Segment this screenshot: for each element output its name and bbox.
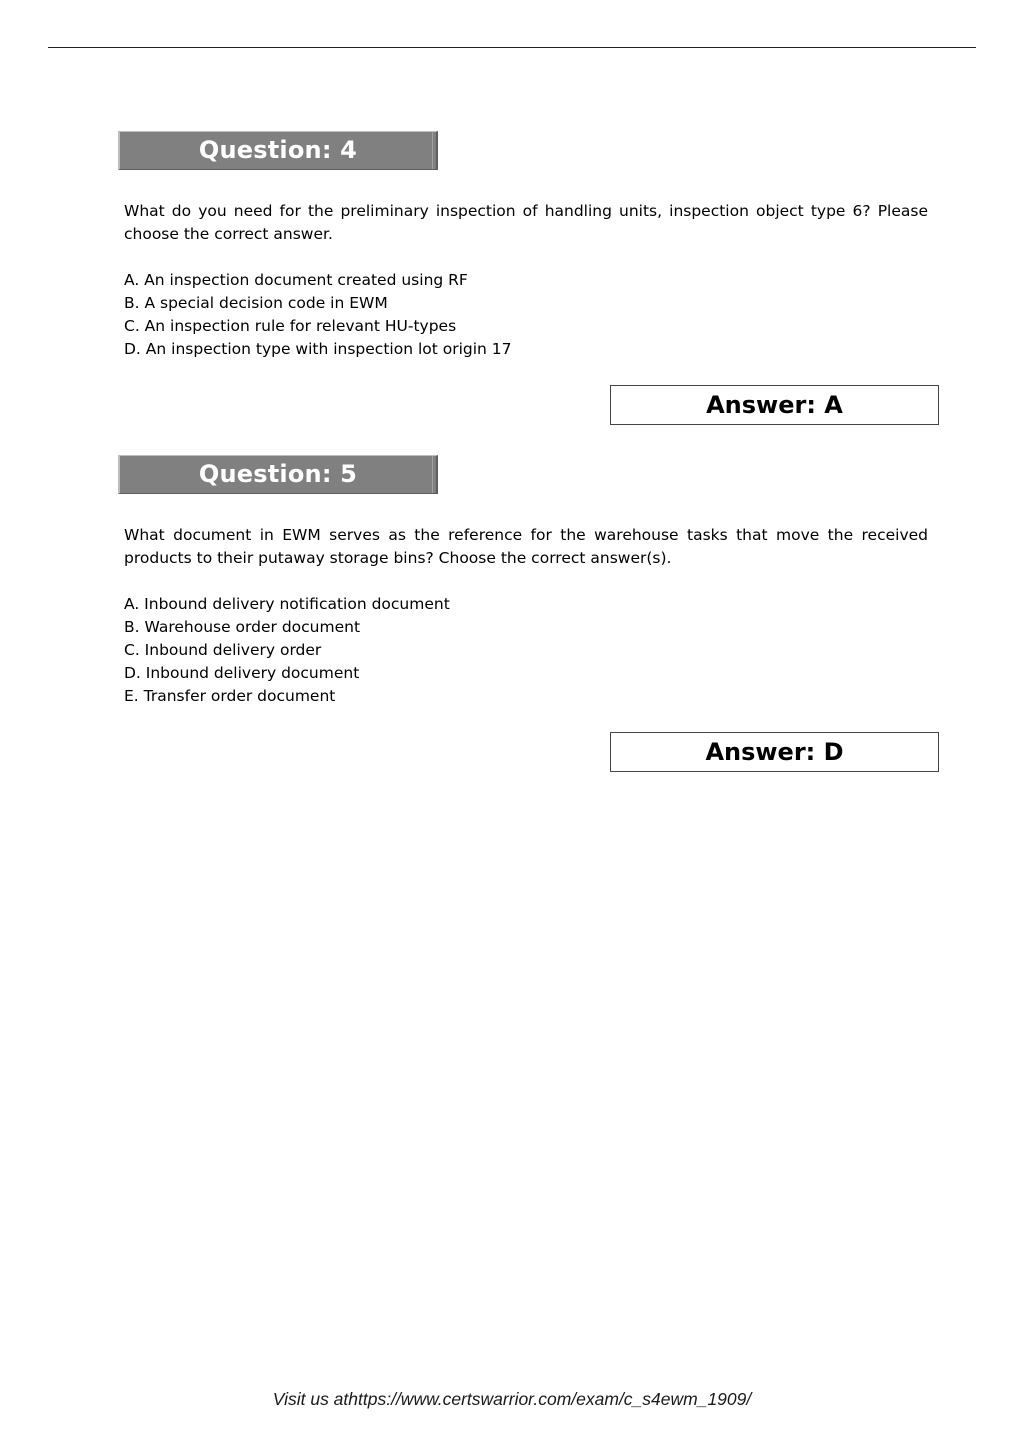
question-5-answer-box <box>610 732 939 772</box>
footer-link[interactable]: Visit us athttps://www.certswarrior.com/exam/c_s4ewm_1909/ <box>272 1389 752 1409</box>
question-4-options <box>124 269 928 361</box>
question-5-header <box>118 455 438 494</box>
question-5-text: What document in EWM serves as the reference for the warehouse tasks that move the received products to their putaway storage bins? Choose the correct answer(s). <box>124 526 928 567</box>
option-a: A. Inbound delivery notification document <box>124 595 450 613</box>
header-divider <box>432 132 433 169</box>
question-4-answer-box <box>610 385 939 425</box>
question-4-text: What do you need for the preliminary inspection of handling units, inspection object type 6? Please choose the correct answer. <box>124 202 928 243</box>
question-4-answer: Answer: A <box>706 391 843 419</box>
question-5-answer: Answer: D <box>705 738 844 766</box>
question-4-title: Question: 4 <box>198 136 358 164</box>
option-d: D. Inbound delivery document <box>124 664 360 682</box>
option-c: C. An inspection rule for relevant HU-types <box>124 317 457 335</box>
option-d: D. An inspection type with inspection lot origin 17 <box>124 340 512 358</box>
option-c: C. Inbound delivery order <box>124 641 322 659</box>
question-5-options <box>124 593 928 708</box>
question-4-header <box>118 131 438 170</box>
question-5-title: Question: 5 <box>198 460 358 488</box>
option-b: B. Warehouse order document <box>124 618 361 636</box>
header-divider <box>432 456 433 493</box>
header-rule <box>48 47 976 48</box>
option-e: E. Transfer order document <box>124 687 336 705</box>
option-b: B. A special decision code in EWM <box>124 294 388 312</box>
option-a: A. An inspection document created using RF <box>124 271 468 289</box>
